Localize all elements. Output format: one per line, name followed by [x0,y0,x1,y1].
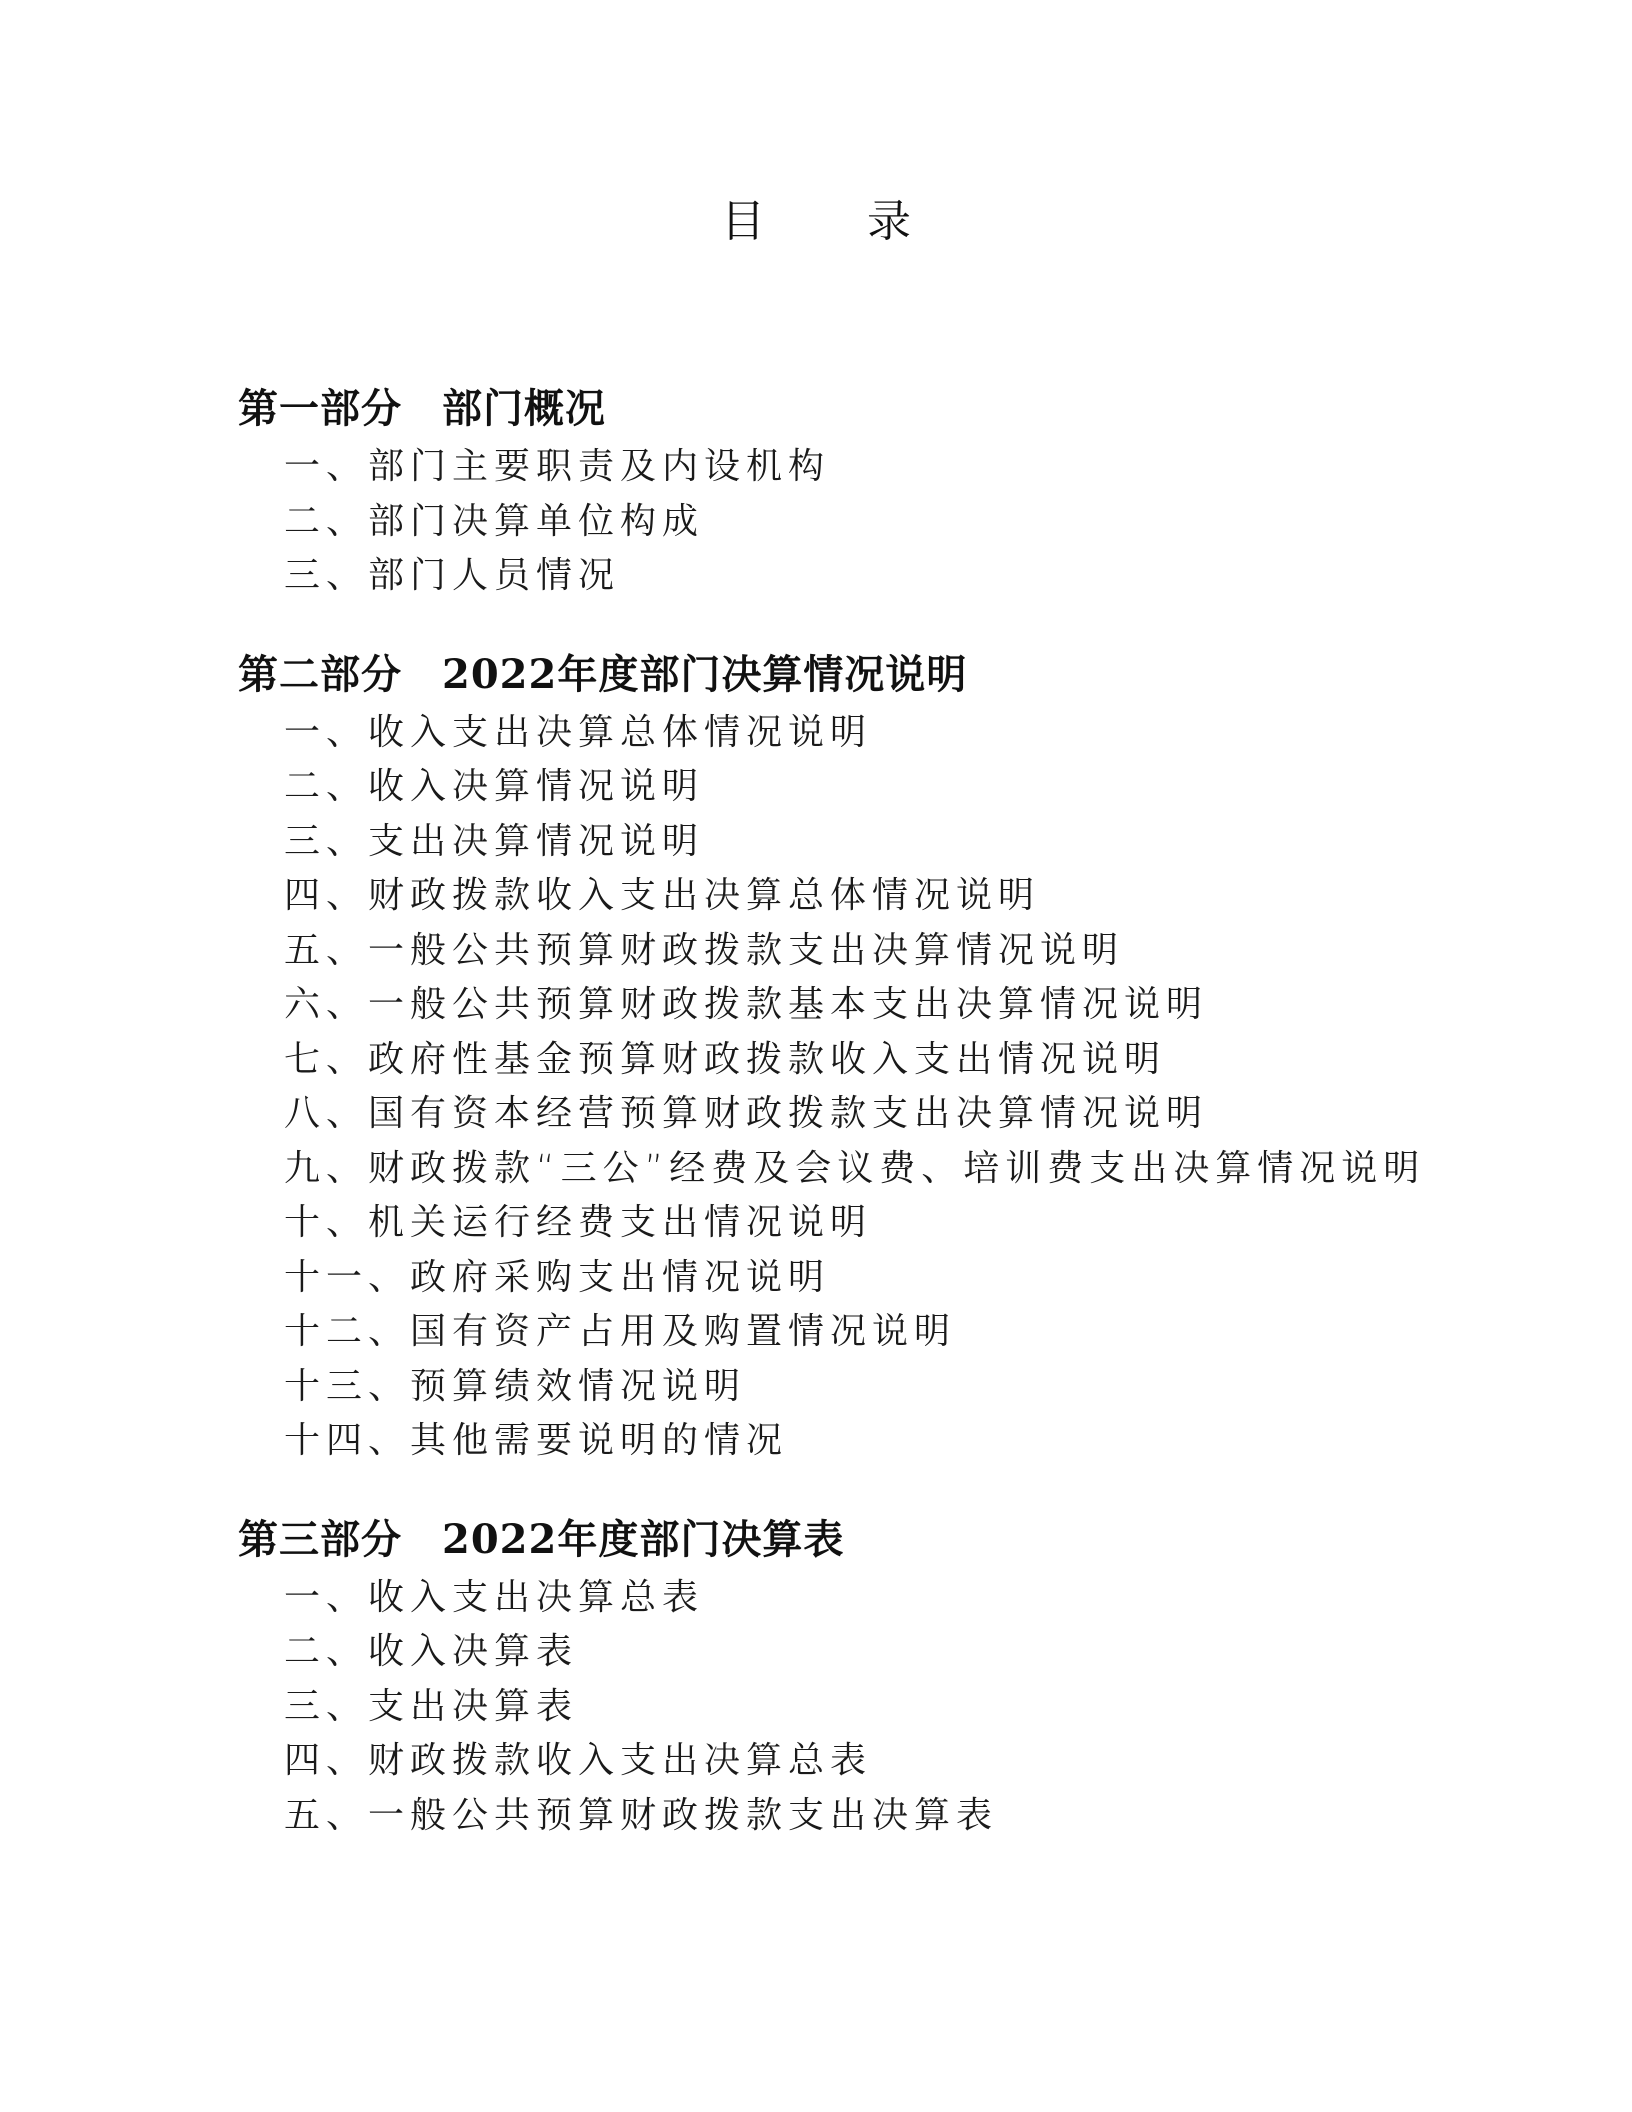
toc-item: 三、支出决算表 [284,1685,579,1727]
toc-item: 十二、国有资产占用及购置情况说明 [284,1311,957,1352]
toc-item: 二、收入决算表 [284,1631,579,1672]
toc-item: 一、收入支出决算总体情况说明 [284,711,873,753]
toc-item: 十、机关运行经费支出情况说明 [284,1202,873,1243]
page-title: 目 录 [721,196,955,247]
toc-item: 五、一般公共预算财政拨款支出决算表 [284,1794,999,1836]
toc-section-2 [238,644,1438,1469]
section-part-label: 第一部分 [238,385,402,432]
toc-item: 八、国有资本经营预算财政拨款支出决算情况说明 [284,1093,1209,1134]
toc-item: 四、财政拨款收入支出决算总表 [284,1740,873,1781]
section-heading [238,378,1438,440]
section-heading [238,1509,1438,1571]
section-title: 2022年度部门决算表 [442,1515,845,1563]
table-of-contents [238,378,1438,1843]
toc-item: 四、财政拨款收入支出决算总体情况说明 [284,875,1041,916]
section-heading [238,644,1438,706]
toc-item: 三、支出决算情况说明 [284,820,705,862]
section-title: 2022年度部门决算情况说明 [442,650,968,698]
toc-item: 六、一般公共预算财政拨款基本支出决算情况说明 [284,984,1209,1025]
section-item-list [238,706,1438,1469]
section-item-list [238,440,1438,604]
toc-item: 二、部门决算单位构成 [284,500,705,542]
toc-item: 九、财政拨款“三公”经费及会议费、培训费支出决算情况说明 [284,1147,1426,1189]
section-part-label: 第三部分 [238,1515,402,1563]
toc-item: 十四、其他需要说明的情况 [284,1420,789,1461]
toc-item: 一、收入支出决算总表 [284,1576,705,1618]
toc-item: 七、政府性基金预算财政拨款收入支出情况说明 [284,1038,1167,1080]
toc-item: 二、收入决算情况说明 [284,766,705,807]
section-item-list [238,1571,1438,1844]
section-part-label: 第二部分 [238,650,402,698]
toc-item: 五、一般公共预算财政拨款支出决算情况说明 [284,929,1125,971]
toc-item: 十一、政府采购支出情况说明 [284,1256,831,1298]
toc-section-1 [238,378,1438,604]
toc-item: 十三、预算绩效情况说明 [284,1365,747,1407]
toc-item: 一、部门主要职责及内设机构 [284,446,831,487]
toc-section-3 [238,1509,1438,1844]
toc-item: 三、部门人员情况 [284,555,621,596]
section-title: 部门概况 [442,385,606,432]
